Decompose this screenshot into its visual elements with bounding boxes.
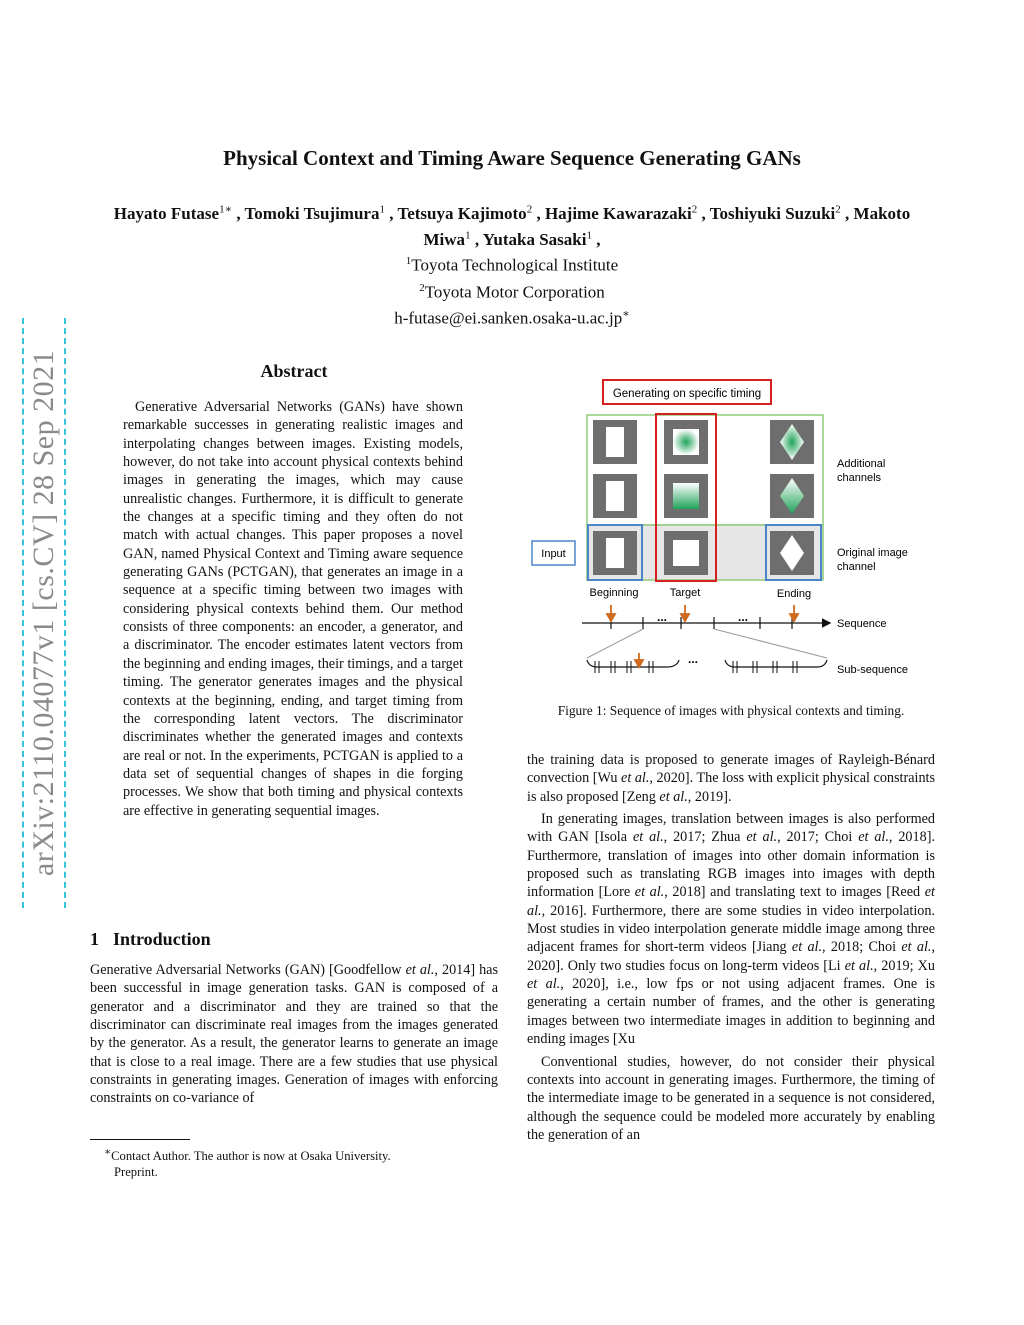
abstract-heading: Abstract	[260, 361, 328, 381]
author: Hayato Futase$^{1∗}$ ,	[113, 203, 245, 223]
author-list	[100, 198, 924, 251]
tile-shape	[606, 481, 624, 511]
intro-left-column	[90, 961, 498, 1108]
intro-paragraph-1b: the training data is proposed to generate images of Rayleigh-Bénard convection [Wu et al., 2020]. The loss with explicit physical constraints is also proposed [Zeng et al., 2019].	[527, 752, 935, 805]
author: Tomoki Tsujimura$^1$ ,	[244, 203, 398, 223]
affiliations	[0, 250, 1024, 330]
sequence-markers	[607, 605, 798, 621]
footnote-rule	[90, 1139, 190, 1140]
paper-title: Physical Context and Timing Aware Sequence Generating GANs	[223, 146, 801, 170]
tile-shape	[673, 429, 699, 455]
subsequence-dots: ...	[687, 652, 699, 666]
author: Toshiyuki Suzuki$^2$ ,	[709, 203, 854, 223]
target-label: Target	[669, 587, 701, 599]
arxiv-stamp	[22, 318, 66, 908]
zoom-line	[714, 629, 827, 658]
original-label: channel	[837, 561, 876, 573]
sequence-dots: ...	[656, 610, 668, 624]
author: Hajime Kawarazaki$^2$ ,	[544, 203, 710, 223]
beginning-label: Beginning	[589, 587, 639, 599]
figure-caption: Figure 1: Sequence of images with physical contexts and timing.	[557, 703, 905, 718]
ending-label: Ending	[776, 588, 812, 600]
zoom-line	[587, 629, 643, 658]
additional-label: Additional	[837, 458, 886, 470]
affiliation: $^1$Toyota Technological Institute	[405, 255, 619, 275]
author: Tetsuya Kajimoto$^2$ ,	[397, 203, 545, 223]
tile-shape	[673, 483, 699, 509]
tile-shape	[606, 427, 624, 457]
affiliation: $^2$Toyota Motor Corporation	[419, 281, 605, 302]
subsequence-marker	[635, 653, 643, 667]
intro-paragraph-2: In generating images, translation between images is also performed with GAN [Isola et al., 2017; Zhua et al., 2017; Choi et al., 2018]. Furthermore, translation of images into other domain information is proposed such as translating RGB images into images with depth information [Lore et al., 2018] and translating text to images [Reed et al., 2016]. Furthermore, there are some studies in video interpolation. Most studies in video interpolation generate middle image among three adjacent frames for short-term videos [Jiang et al., 2018; Choi et al., 2020]. Only two studies focus on long-term videos [Li et al., 2019; Xu et al., 2020], i.e., low fps or not using adjacent frames. One is generating a certain number of frames, and the other is generating images between two intermediate images in addition to beginning and ending images [Xu	[527, 811, 935, 1048]
tile-shape	[673, 540, 699, 566]
subsequence-label: Sub-sequence	[837, 664, 908, 676]
abstract-body	[123, 398, 463, 820]
original-label: Original image	[837, 547, 908, 559]
sequence-dots: ...	[737, 610, 749, 624]
footnote: ∗Contact Author. The author is now at Osaka University. Preprint.	[104, 1147, 391, 1180]
timing-label: Generating on specific timing	[612, 388, 762, 400]
email[interactable]: h-futase@ei.sanken.osaka-u.ac.jp∗	[394, 308, 630, 328]
figure-1	[527, 378, 935, 678]
subsequence-axis	[587, 660, 827, 667]
sequence-label: Sequence	[837, 618, 887, 630]
tile-shape	[606, 538, 624, 568]
additional-label: channels	[837, 472, 882, 484]
abstract-text: Generative Adversarial Networks (GANs) have shown remarkable successes in generating realistic images and interpolating changes between images. Existing models, however, do not take into account physical contexts behind images in generating the images, which may cause unrealistic changes. Furthermore, it is difficult to generate the changes at a specific timing and they often do not match with actual changes. This paper proposes a novel GAN, named Physical Context and Timing aware sequence generating GANs (PCTGAN), that generates an image in a sequence at a specific timing between two images with considering physical contexts behind them. Our method consists of three components: an encoder, a generator, and a discriminator. The encoder estimates latent vectors from the beginning and ending images, their timings, and a target timing. The generator generates images and the physical contexts at the beginning, ending, and target timing from the corresponding latent vectors. The discriminator discriminates whether the generated images and contexts are real or not. In the experiments, PCTGAN is applied to a data set of sequential changes of shapes in die forging processes. We show that both timing and physical contexts are effective in generating sequential images.	[123, 399, 463, 819]
section-heading: 1 Introduction	[90, 929, 211, 949]
intro-right-column	[527, 751, 935, 1144]
author: Makoto Miwa$^1$ ,	[423, 203, 911, 250]
intro-paragraph-1a: Generative Adversarial Networks (GAN) [Goodfellow et al., 2014] has been successful in image generation tasks. GAN is composed of a generator and a discriminator and they are trained so that the discriminator can discriminate real images from the images generated by the generator. As a result, the generator learns to generate an image that is close to a real image. There are a few studies that use physical constraints in generating images. Generation of images with enforcing constraints on co-variance of	[90, 962, 498, 1107]
input-label: Input	[541, 548, 566, 560]
arxiv-id[interactable]: arXiv:2110.04077v1 [cs.CV] 28 Sep 2021	[27, 349, 60, 877]
intro-paragraph-3: Conventional studies, however, do not consider their physical contexts into account in generating images. Furthermore, the timing of the intermediate image to be generated in a sequence is not considered, although the sequence could be modeled more accurately by enabling the generation of an	[527, 1053, 935, 1143]
author: Yutaka Sasaki$^1$ ,	[482, 229, 601, 250]
